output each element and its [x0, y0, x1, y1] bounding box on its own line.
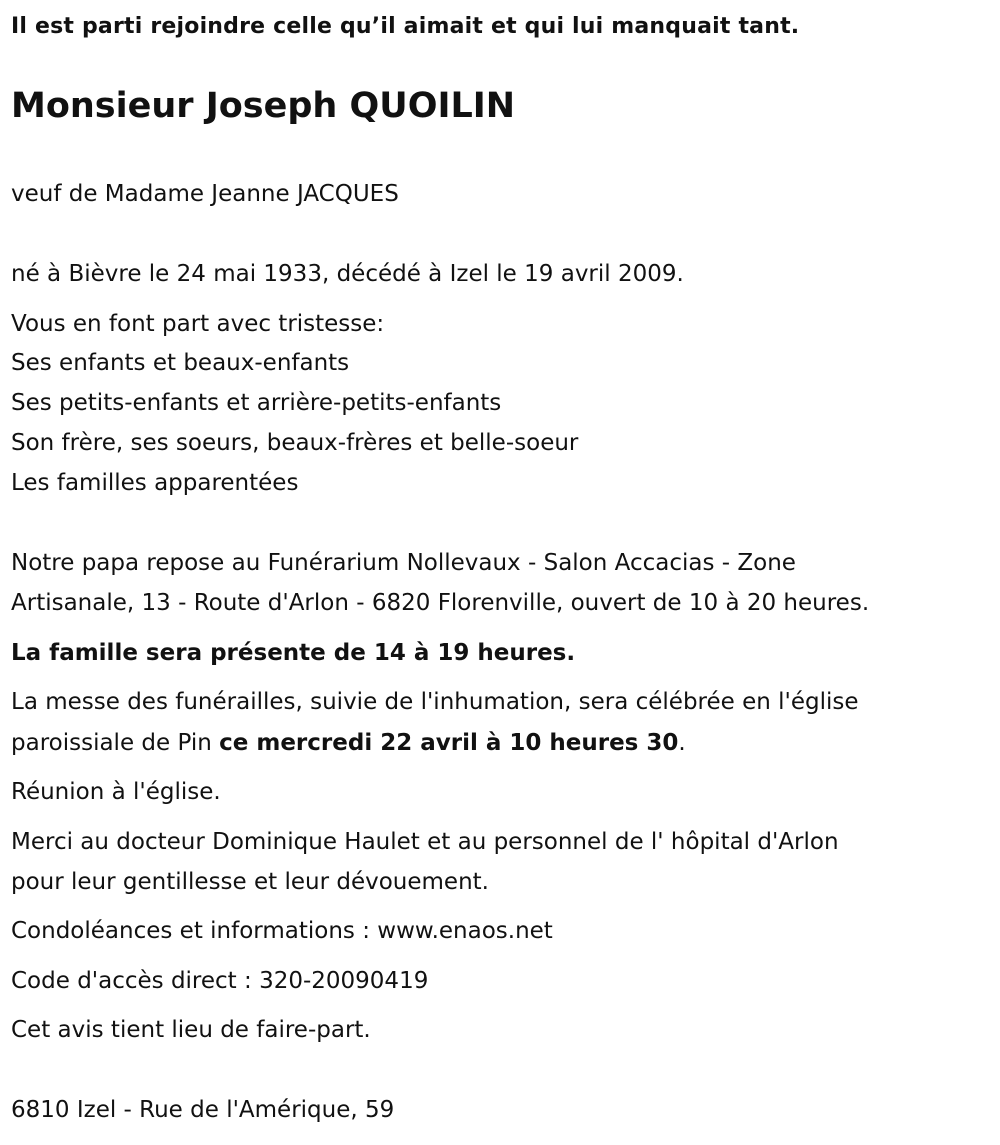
- mass-line-2-suffix: .: [678, 730, 686, 756]
- thanks-line-1: Merci au docteur Dominique Haulet et au personnel de l' hôpital d'Arlon: [11, 829, 839, 855]
- widower-line: veuf de Madame Jeanne JACQUES: [11, 181, 399, 207]
- mass-line-2-prefix: paroissiale de Pin: [11, 730, 220, 756]
- family-line: Son frère, ses soeurs, beaux-frères et belle-soeur: [11, 430, 579, 456]
- condolences-line: Condoléances et informations : www.enaos.net: [11, 918, 553, 944]
- mass-line-1: La messe des funérailles, suivie de l'inhumation, sera célébrée en l'église: [11, 689, 859, 715]
- birth-death-line: né à Bièvre le 24 mai 1933, décédé à Izel le 19 avril 2009.: [11, 261, 684, 287]
- announce-intro: Vous en font part avec tristesse:: [11, 311, 385, 337]
- repose-line-1: Notre papa repose au Funérarium Nollevaux - Salon Accacias - Zone: [11, 550, 796, 576]
- address-line: 6810 Izel - Rue de l'Amérique, 59: [11, 1097, 395, 1123]
- family-line: Les familles apparentées: [11, 470, 299, 496]
- mass-line-2: [11, 728, 686, 758]
- notice-line: Cet avis tient lieu de faire-part.: [11, 1017, 371, 1043]
- family-line: Ses petits-enfants et arrière-petits-enfants: [11, 390, 502, 416]
- deceased-name: Monsieur Joseph QUOILIN: [11, 86, 516, 126]
- family-line: Ses enfants et beaux-enfants: [11, 350, 350, 376]
- access-code-line: Code d'accès direct : 320-20090419: [11, 968, 429, 994]
- epigraph: Il est parti rejoindre celle qu’il aimait et qui lui manquait tant.: [11, 14, 800, 39]
- mass-date-time: ce mercredi 22 avril à 10 heures 30: [219, 730, 679, 756]
- repose-line-2: Artisanale, 13 - Route d'Arlon - 6820 Florenville, ouvert de 10 à 20 heures.: [11, 590, 870, 616]
- reunion-line: Réunion à l'église.: [11, 779, 221, 805]
- thanks-line-2: pour leur gentillesse et leur dévouement.: [11, 869, 489, 895]
- family-present: La famille sera présente de 14 à 19 heures.: [11, 640, 576, 666]
